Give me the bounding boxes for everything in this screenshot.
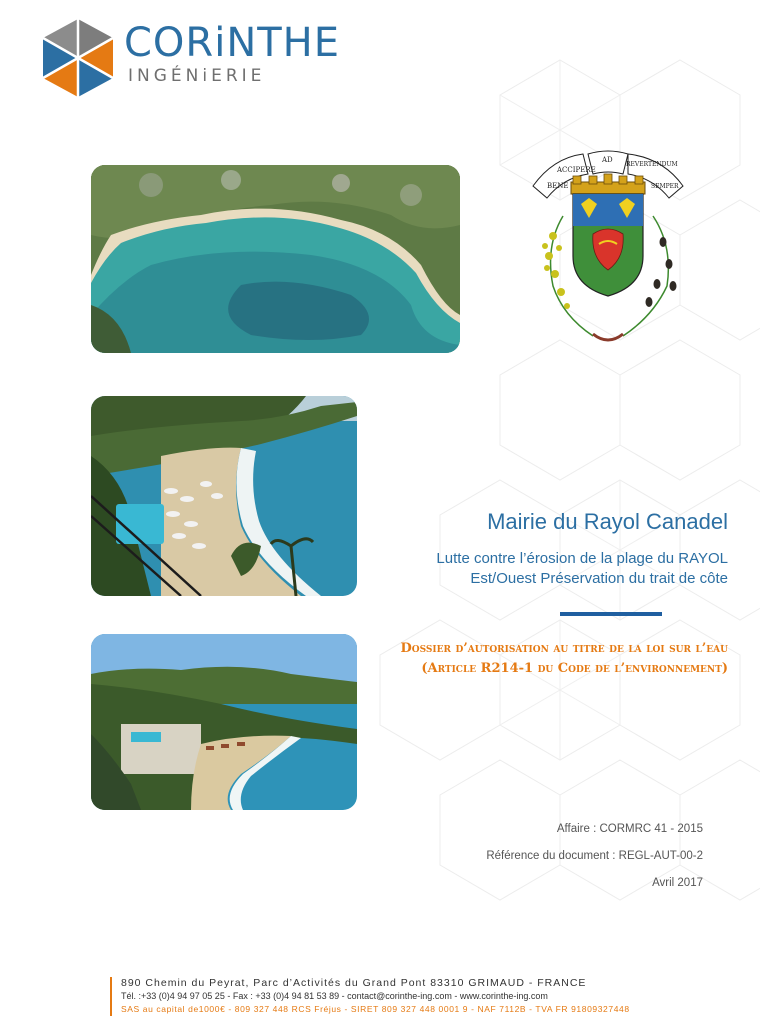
dossier-line-2: (Article R214-1 du Code de l’environnement): [421, 661, 728, 676]
title-block: [436, 509, 728, 589]
logo-name: CORiNTHE: [124, 20, 341, 66]
rayol-canadel-crest: [523, 146, 693, 348]
reference-text: Référence du document : REGL-AUT-00-2: [486, 850, 703, 862]
footer-legal: SAS au capital de1000€ - 809 327 448 RCS Fréjus - SIRET 809 327 448 0001 9 - NAF 7112B - TVA FR 91809327448: [121, 1004, 630, 1014]
corinthe-logo: [40, 17, 341, 99]
motto-semper: SEMPER: [651, 183, 679, 190]
subtitle-line-1: Lutte contre l’érosion de la plage du RAYOL: [436, 550, 728, 567]
motto-revertendum: REVERTENDUM: [626, 161, 678, 168]
footer-address: 890 Chemin du Peyrat, Parc d’Activités du Grand Pont 83310 GRIMAUD - FRANCE: [121, 977, 587, 989]
document-metadata: [486, 816, 703, 897]
aerial-bay-photo: [91, 165, 460, 353]
beach-pool-photo: [91, 396, 357, 596]
hexagon-cube-icon: [40, 17, 116, 99]
subtitle-line-2: Est/Ouest Préservation du trait de côte: [470, 570, 728, 587]
coastline-photo: [91, 634, 357, 810]
logo-subtitle: INGÉNiERIE: [128, 66, 266, 86]
motto-bene: BENE: [547, 182, 569, 190]
footer: [110, 977, 630, 1016]
dossier-heading: [400, 639, 728, 679]
dossier-line-1: Dossier d’autorisation au titre de la loi sur l’eau: [400, 641, 728, 656]
motto-ad: AD: [602, 156, 613, 164]
footer-contact: Tél. :+33 (0)4 94 97 05 25 - Fax : +33 (0)4 94 81 53 89 - contact@corinthe-ing.com - www.corinthe-ing.com: [121, 991, 548, 1001]
page-title: Mairie du Rayol Canadel: [487, 509, 728, 534]
motto-accipere: ACCIPERE: [557, 166, 596, 174]
date-text: Avril 2017: [652, 877, 703, 889]
title-divider: [560, 612, 662, 616]
affaire-text: Affaire : CORMRC 41 - 2015: [556, 823, 703, 835]
